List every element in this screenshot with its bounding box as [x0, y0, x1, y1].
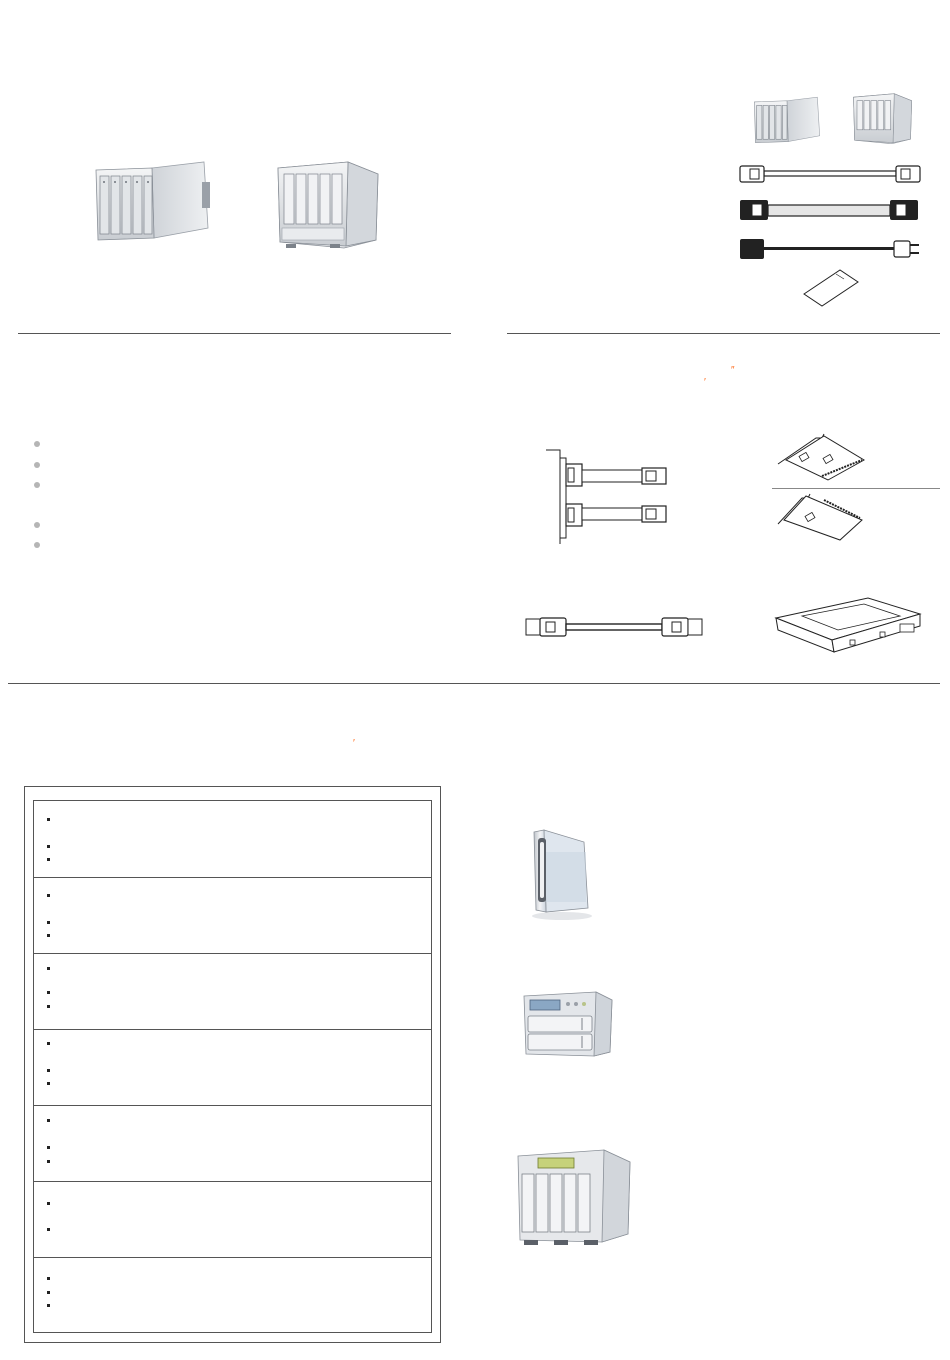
feature-bullet: [34, 462, 40, 468]
power-cord-icon: [738, 236, 922, 262]
pcie-card-icon: [776, 432, 866, 482]
page-divider-rule: [8, 683, 940, 684]
tower-enclosure-image: [850, 88, 914, 146]
four-bay-raid-enclosure-image: [514, 1144, 634, 1248]
spec-section: [34, 1181, 431, 1258]
esata-cable-icon: [524, 616, 704, 638]
manual-booklet-icon: [802, 268, 860, 308]
spec-section: [34, 1029, 431, 1106]
spec-section: [34, 1105, 431, 1182]
right-column-rule: [507, 333, 940, 334]
feature-bullet: [34, 522, 40, 528]
spec-section: [34, 877, 431, 954]
enclosure-bay-image: [752, 94, 822, 146]
card-divider-rule: [772, 488, 940, 489]
two-bay-raid-enclosure-image: [520, 988, 614, 1058]
accent-mark: ′: [704, 377, 706, 388]
spec-section: [34, 953, 431, 1030]
feature-bullet: [34, 482, 40, 488]
spec-section: [34, 1257, 431, 1332]
accent-mark: ′: [353, 738, 355, 749]
bracket-cable-icon: [540, 448, 674, 546]
drive-tray-icon: [772, 594, 924, 656]
left-column-rule: [18, 333, 451, 334]
enclosure-bay-image: [92, 160, 212, 242]
spec-table: [24, 786, 441, 1343]
feature-bullet: [34, 542, 40, 548]
accent-mark: ″: [731, 365, 735, 376]
esata-to-sata-cable-icon: [738, 198, 922, 224]
esata-cable-icon: [738, 163, 922, 185]
spec-section: [34, 801, 431, 878]
spec-table-inner: [33, 800, 432, 1333]
feature-bullet: [34, 441, 40, 447]
pci-card-icon: [776, 494, 866, 542]
single-drive-enclosure-image: [528, 824, 600, 922]
tower-enclosure-image: [272, 154, 382, 250]
